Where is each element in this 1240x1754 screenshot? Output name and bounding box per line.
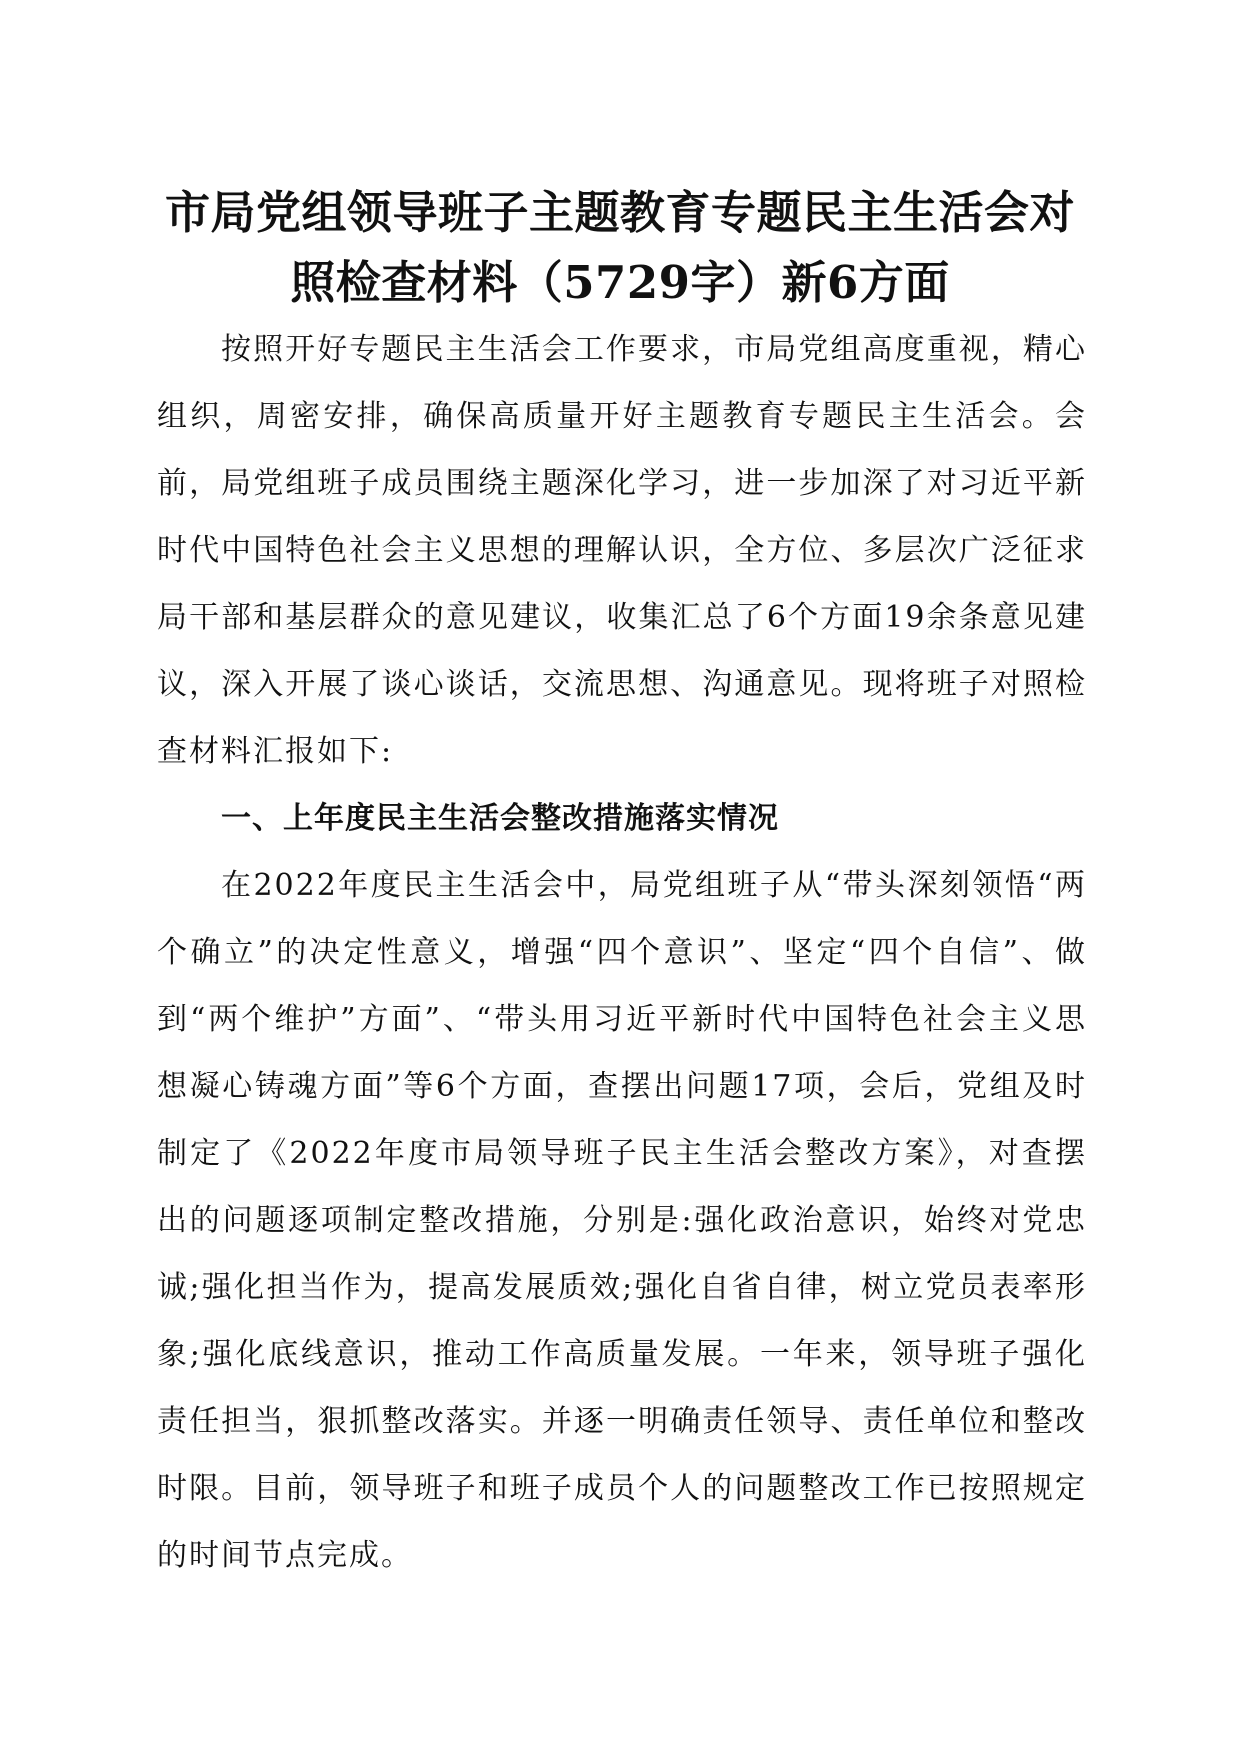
document-body (157, 316, 1087, 1589)
document-title (140, 178, 1100, 318)
section-1-paragraph: 在2022年度民主生活会中，局党组班子从“带头深刻领悟“两个确立”的决定性意义，增强“四个意识”、坚定“四个自信”、做到“两个维护”方面”、“带头用习近平新时代中国特色社会主义思想凝心铸魂方面”等6个方面，查摆出问题17项，会后，党组及时制定了《2022年度市局领导班子民主生活会整改方案》，对查摆出的问题逐项制定整改措施，分别是:强化政治意识，始终对党忠诚;强化担当作为，提高发展质效;强化自省自律，树立党员表率形象;强化底线意识，推动工作高质量发展。一年来，领导班子强化责任担当，狠抓整改落实。并逐一明确责任领导、责任单位和整改时限。目前，领导班子和班子成员个人的问题整改工作已按照规定的时间节点完成。 (157, 868, 1087, 1573)
title-line-2: 照检查材料（5729字）新6方面 (290, 256, 950, 309)
title-line-1: 市局党组领导班子主题教育专题民主生活会对 (164, 186, 1075, 239)
intro-paragraph: 按照开好专题民主生活会工作要求，市局党组高度重视，精心组织，周密安排，确保高质量开好主题教育专题民主生活会。会前，局党组班子成员围绕主题深化学习，进一步加深了对习近平新时代中国特色社会主义思想的理解认识，全方位、多层次广泛征求局干部和基层群众的意见建议，收集汇总了6个方面19余条意见建议，深入开展了谈心谈话，交流思想、沟通意见。现将班子对照检查材料汇报如下: (157, 332, 1087, 769)
section-heading-1: 一、上年度民主生活会整改措施落实情况 (221, 801, 779, 836)
